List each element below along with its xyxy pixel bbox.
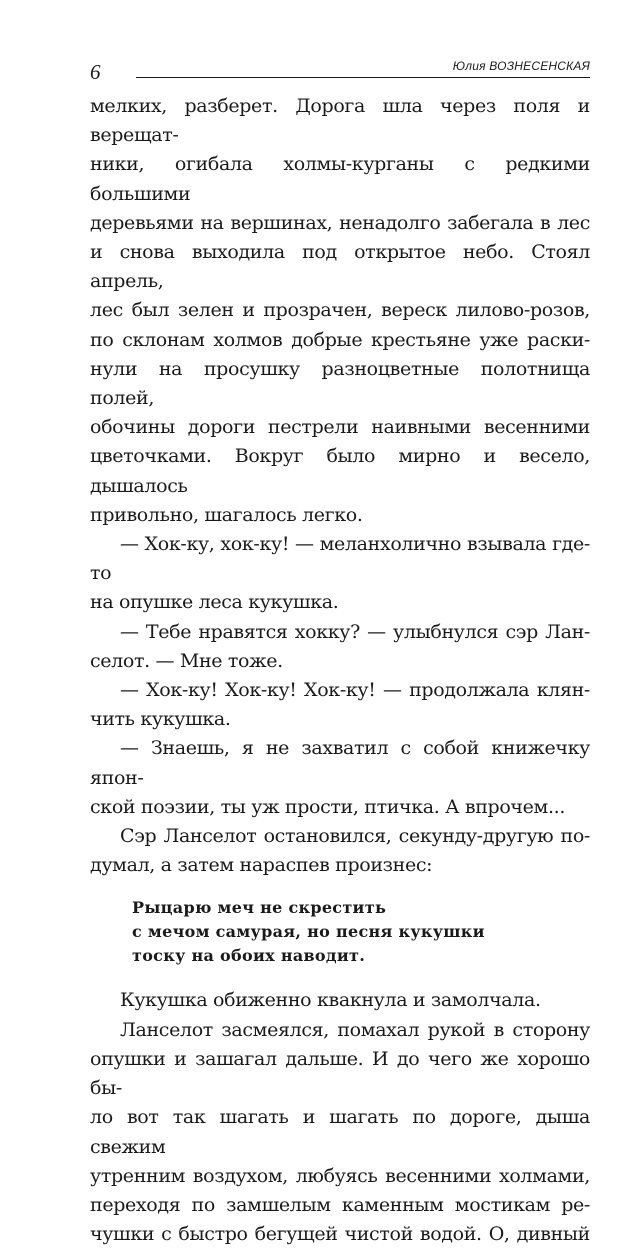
running-title: Юлия ВОЗНЕСЕНСКАЯ [447,59,590,73]
poem-line: тоску на обоих наводит. [132,946,366,966]
text-line: — Тебе нравятся хокку? — улыбнулся сэр Лан- [120,620,590,643]
text-line: ники, огибала холмы-курганы с редкими большими [90,153,590,205]
poem-line: с мечом самурая, но песня кукушки [132,922,485,942]
text-line: деревьями на вершинах, ненадолго забегала в лес [90,211,590,234]
text-line: селот. — Мне тоже. [90,649,283,672]
paragraph [90,986,590,1015]
text-line: Кукушка обиженно квакнула и замолчала. [120,989,541,1012]
text-line: на опушке леса кукушка. [90,591,339,614]
text-line: переходя по замшелым каменным мостикам ре- [90,1193,590,1216]
poem-line: Рыцарю меч не скрестить [132,898,387,918]
page-header [90,60,590,84]
text-line: привольно, шагалось легко. [90,503,363,526]
text-line: чить кукушка. [90,708,231,731]
text-line: чушки с быстро бегущей чистой водой. О, дивный [90,1223,590,1246]
text-line: мелких, разберет. Дорога шла через поля и верещат- [90,95,590,147]
text-line: — Знаешь, я не захватил с собой книжечку япон- [90,737,590,789]
text-line: — Хок-ку! Хок-ку! Хок-ку! — продолжала клян- [120,679,590,702]
text-line: по склонам холмов добрые крестьяне уже раски- [90,328,590,351]
paragraph [90,822,590,880]
paragraph [90,734,590,822]
haiku-poem [132,896,590,968]
page-number: 6 [90,60,101,84]
text-line: обочины дороги пестрели наивными весенними [90,416,590,439]
text-line: Сэр Ланселот остановился, секунду-другую по- [120,825,590,848]
paragraph [90,530,590,618]
text-line: цветочками. Вокруг было мирно и весело, дышалось [90,445,590,497]
text-line: и снова выходила под открытое небо. Стоял апрель, [90,241,590,293]
text-line: утренним воздухом, любуясь весенними холмами, [90,1164,590,1187]
text-line: ло вот так шагать и шагать по дороге, дыша свежим [90,1106,590,1158]
text-line: ской поэзии, ты уж прости, птичка. А впрочем... [90,795,566,818]
text-line: лес был зелен и прозрачен, вереск лилово-розов, [90,299,590,322]
text-line: — Хок-ку, хок-ку! — меланхолично взывала где-то [90,533,590,585]
body-text [90,92,590,1249]
paragraph [90,618,590,676]
text-line: опушки и зашагал дальше. И до чего же хорошо бы- [90,1047,590,1100]
text-line: нули на просушку разноцветные полотнища полей, [90,357,590,410]
text-line: думал, а затем нараспев произнес: [90,854,433,877]
paragraph [90,676,590,734]
paragraph [90,1016,590,1249]
paragraph [90,92,590,530]
header-rule [136,77,590,78]
text-line: Ланселот засмеялся, помахал рукой в сторону [120,1018,590,1041]
